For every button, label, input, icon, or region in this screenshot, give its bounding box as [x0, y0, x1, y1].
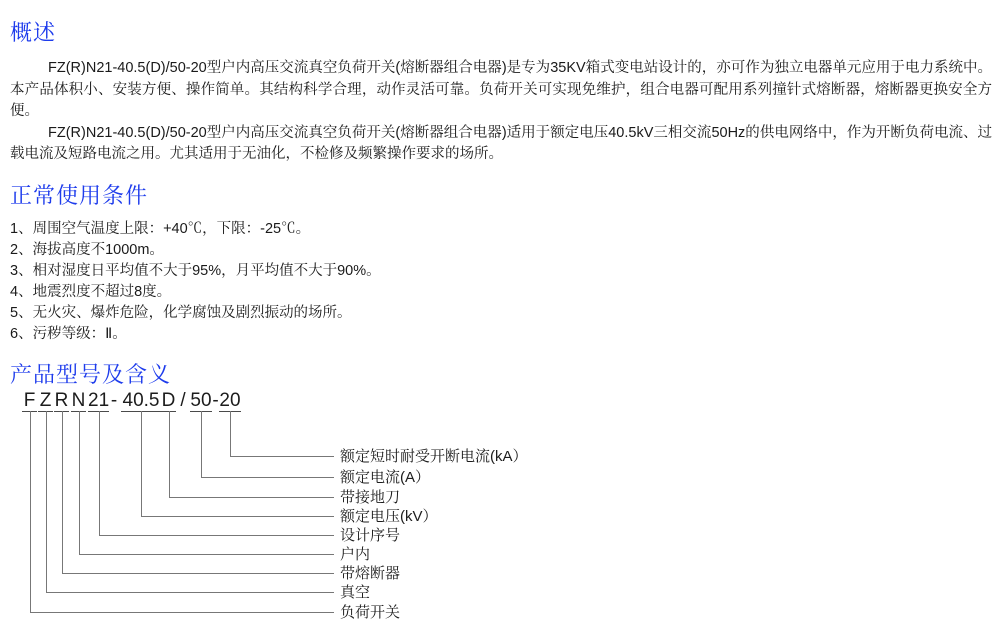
connector-line	[30, 411, 335, 613]
condition-item: 1、周围空气温度上限：+40℃，下限：-25℃。	[10, 220, 311, 237]
condition-item: 2、海拔高度不1000m。	[10, 241, 164, 258]
condition-item: 5、无火灾、爆炸危险，化学腐蚀及剧烈振动的场所。	[10, 304, 352, 321]
model-label: 额定电压(kV）	[340, 507, 438, 525]
model-designation-diagram	[0, 391, 1000, 641]
model-code-token: -	[110, 389, 118, 411]
conditions-heading: 正常使用条件	[10, 182, 149, 208]
conditions-list	[10, 219, 992, 345]
overview-paragraph-1: FZ(R)N21-40.5(D)/50-20型户内高压交流真空负荷开关(熔断器组合电器)是专为35KV箱式变电站设计的，亦可作为独立电器单元应用于电力系统中。本产品体积小、安装方便、操作简单。其结构科学合理，动作灵活可靠。负荷开关可实现免维护，组合电器可配用系列撞针式熔断器，熔断器更换安全方便。	[10, 60, 992, 119]
model-code-token: F	[23, 389, 36, 411]
model-code-token: 40.5	[122, 389, 160, 411]
model-label: 额定电流(A）	[340, 468, 431, 486]
model-label: 带熔断器	[340, 564, 401, 582]
condition-item: 6、污秽等级：Ⅱ。	[10, 325, 127, 342]
model-label: 额定短时耐受开断电流(kA）	[340, 447, 528, 465]
model-code-token: 50	[190, 389, 212, 411]
model-code-token: 20	[219, 389, 241, 411]
model-label: 真空	[340, 583, 371, 601]
model-code-token: R	[54, 389, 69, 411]
model-code-token: /	[180, 389, 186, 411]
model-heading: 产品型号及含义	[10, 361, 172, 387]
model-code-token: Z	[39, 389, 52, 411]
overview-paragraph-2: FZ(R)N21-40.5(D)/50-20型户内高压交流真空负荷开关(熔断器组合电器)适用于额定电压40.5kV三相交流50Hz的供电网络中，作为开断负荷电流、过载电流及短路电流之用。尤其适用于无油化，不检修及频繁操作要求的场所。	[10, 124, 992, 162]
model-code-token: -	[212, 389, 219, 411]
model-label: 户内	[340, 545, 371, 563]
model-label: 设计序号	[340, 526, 401, 544]
model-code-token: 21	[88, 389, 110, 411]
model-code-token: N	[71, 389, 86, 411]
model-label: 带接地刀	[340, 488, 401, 506]
overview-heading: 概述	[10, 20, 57, 45]
condition-item: 4、地震烈度不超过8度。	[10, 283, 172, 300]
condition-item: 3、相对湿度日平均值不大于95%，月平均值不大于90%。	[10, 262, 381, 279]
model-code-token: D	[161, 389, 176, 411]
model-label: 负荷开关	[340, 603, 401, 621]
